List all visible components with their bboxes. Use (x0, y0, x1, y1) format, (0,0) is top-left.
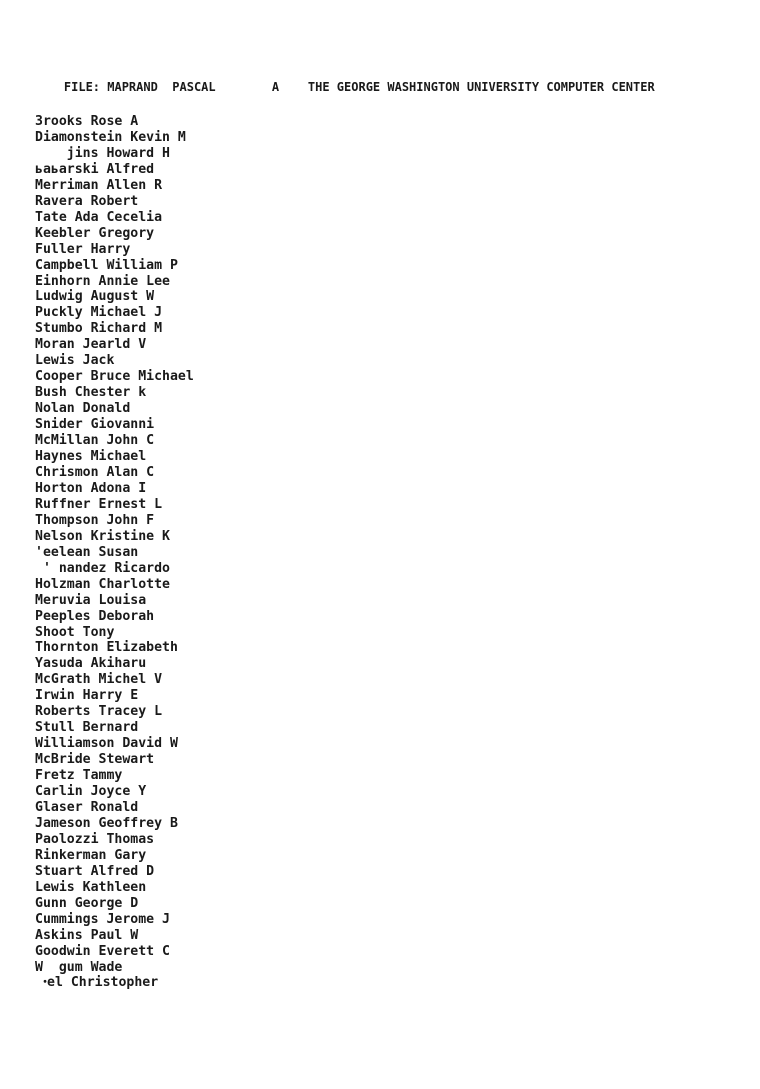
name-entry: Jameson Geoffrey B (35, 815, 178, 831)
name-entry: Meruvia Louisa (35, 592, 147, 608)
name-entry: Chrismon Alan C (35, 464, 155, 480)
name-entry: McMillan John C (35, 433, 155, 449)
name-entry: Puckly Michael J (35, 305, 163, 321)
name-entry: Keebler Gregory (35, 225, 155, 241)
name-entry: Yasuda Akiharu (35, 656, 147, 672)
name-entry: Cummings Jerome J (35, 911, 170, 927)
printout-header (35, 63, 655, 111)
name-entry: McBride Stewart (35, 752, 155, 768)
name-entry: Nolan Donald (35, 401, 131, 417)
name-entry: Fuller Harry (35, 241, 131, 257)
name-entry: Nelson Kristine K (35, 528, 170, 544)
name-entry: Peeples Deborah (35, 608, 155, 624)
name-entry: Gunn George D (35, 895, 139, 911)
name-entry: Fretz Tammy (35, 768, 123, 784)
name-entry: Diamonstein Kevin M (35, 129, 186, 145)
name-entry: 3rooks Rose A (35, 114, 139, 129)
name-entry: Holzman Charlotte (35, 576, 170, 592)
name-entry: Haynes Michael (35, 449, 147, 465)
name-entry: ьаьarski Alfred (35, 161, 155, 177)
name-entry: Campbell William P (35, 257, 178, 273)
name-entry: Lewis Kathleen (35, 879, 147, 895)
name-entry: McGrath Michel V (35, 672, 163, 688)
name-entry: Askins Paul W (35, 927, 139, 943)
name-entry: Stull Bernard (35, 720, 139, 736)
name-entry: Cooper Bruce Michael (35, 369, 194, 385)
name-entry: Ludwig August W (35, 289, 155, 305)
name-entry: Stumbo Richard M (35, 321, 163, 337)
name-entry: Stuart Alfred D (35, 863, 155, 879)
name-entry: Horton Adona I (35, 480, 147, 496)
name-entry: Merriman Allen R (35, 177, 163, 193)
name-entry: Carlin Joyce Y (35, 784, 147, 800)
name-entry: Ravera Robert (35, 193, 139, 209)
name-entry: jins Howard H (35, 145, 170, 161)
name-entry: Thornton Elizabeth (35, 640, 178, 656)
name-entry: Einhorn Annie Lee (35, 273, 170, 289)
name-entry: Lewis Jack (35, 353, 115, 369)
name-entry: Paolozzi Thomas (35, 831, 155, 847)
name-entry: Roberts Tracey L (35, 704, 163, 720)
name-entry: Moran Jearld V (35, 337, 147, 353)
name-entry: Irwin Harry E (35, 688, 139, 704)
name-entry: Bush Chester k (35, 385, 147, 401)
institution-name: THE GEORGE WASHINGTON UNIVERSITY COMPUTER CENTER (307, 80, 655, 94)
file-mode: A (271, 80, 280, 94)
name-entry: ꞏel Christopher (35, 975, 159, 991)
file-label: FILE: MAPRAND PASCAL (63, 80, 216, 94)
name-entry: 'eelean Susan (35, 544, 139, 560)
name-entry: ' nandez Ricardo (35, 560, 170, 576)
name-list (35, 114, 194, 991)
name-entry: Ruffner Ernest L (35, 496, 163, 512)
name-entry: Glaser Ronald (35, 799, 139, 815)
name-entry: Rinkerman Gary (35, 847, 147, 863)
name-entry: Shoot Tony (35, 624, 115, 640)
name-entry: W gum Wade (35, 959, 123, 975)
name-entry: Goodwin Everett C (35, 943, 170, 959)
name-entry: Thompson John F (35, 512, 155, 528)
name-entry: Williamson David W (35, 736, 178, 752)
name-entry: Tate Ada Cecelia (35, 209, 163, 225)
name-entry: Snider Giovanni (35, 417, 155, 433)
